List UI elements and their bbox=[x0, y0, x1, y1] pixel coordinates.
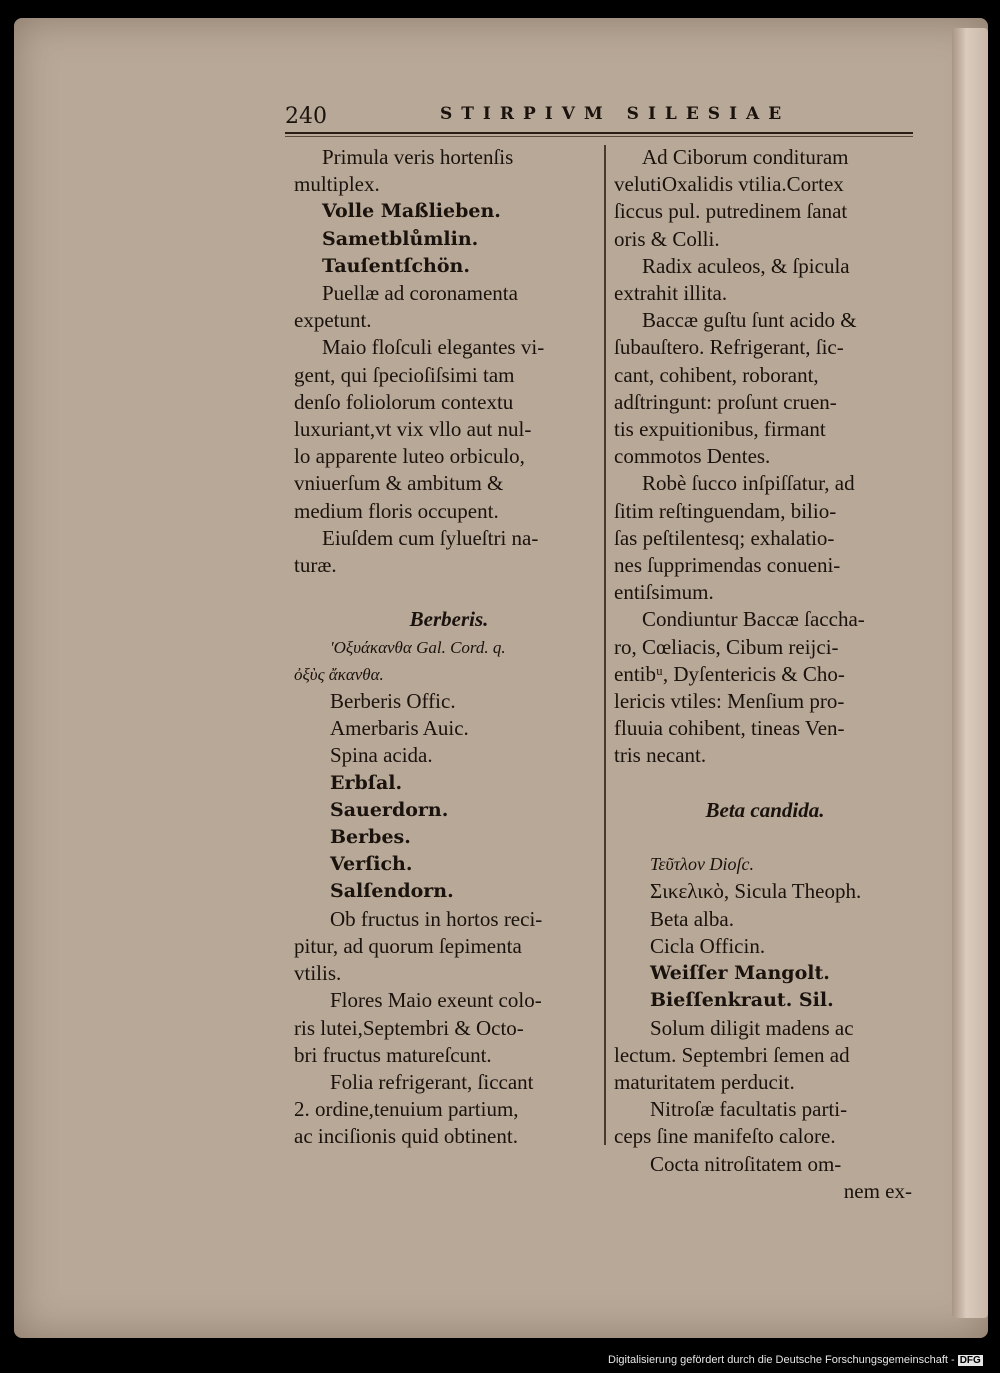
text-line: fluuia cohibent, tineas Ven- bbox=[614, 716, 845, 741]
right-column bbox=[614, 144, 916, 1205]
text-line: oris & Colli. bbox=[614, 226, 720, 251]
text-line: ſiccus pul. putredinem ſanat bbox=[614, 199, 848, 224]
text-line: Ad Ciborum condituram bbox=[642, 145, 849, 169]
footer-credit bbox=[608, 1354, 983, 1366]
text-line: Bieſſenkraut. Sil. bbox=[650, 989, 834, 1012]
text-line: cant, cohibent, roborant, bbox=[614, 362, 819, 387]
text-line: Flores Maio exeunt colo- bbox=[330, 988, 542, 1013]
text-line: lo apparente luteo orbiculo, bbox=[294, 444, 525, 469]
text-line: velutiOxalidis vtilia.Cortex bbox=[614, 172, 844, 197]
dfg-logo: DFG bbox=[959, 1355, 981, 1366]
footer-text: Digitalisierung gefördert durch die Deutsche Forschungsgemeinschaft - bbox=[608, 1354, 955, 1366]
text-line: Eiuſdem cum ſylueſtri na- bbox=[322, 525, 539, 550]
text-line: medium floris occupent. bbox=[294, 498, 499, 523]
text-line: Beta alba. bbox=[650, 906, 734, 931]
text-line: Spina acida. bbox=[330, 743, 433, 768]
text-line: gent, qui ſpecioſiſsimi tam bbox=[294, 362, 515, 387]
text-line: Cicla Officin. bbox=[650, 933, 766, 958]
running-title: STIRPIVM SILESIAE bbox=[440, 104, 791, 124]
text-line: Verſich. bbox=[330, 853, 413, 876]
text-line bbox=[614, 824, 916, 851]
text-line: Erbſal. bbox=[330, 771, 403, 794]
text-line: ſas peſtilentesq; exhalatio- bbox=[614, 525, 835, 550]
text-line: nes ſupprimendas conueni- bbox=[614, 553, 841, 578]
text-line: entiſsimum. bbox=[614, 580, 714, 605]
text-line: multiplex. bbox=[294, 172, 380, 197]
column-divider bbox=[604, 145, 606, 1145]
text-line: Condiuntur Baccæ ſaccha- bbox=[642, 607, 865, 632]
text-line: maturitatem perducit. bbox=[614, 1069, 795, 1094]
text-line: pitur, ad quorum ſepimenta bbox=[294, 933, 522, 958]
text-line: Baccæ guſtu ſunt acido & bbox=[642, 308, 857, 333]
text-line: Cocta nitroſitatem om- bbox=[650, 1151, 842, 1176]
text-line: tris necant. bbox=[614, 743, 707, 768]
page-header bbox=[285, 100, 925, 132]
text-line: Folia refrigerant, ſiccant bbox=[330, 1069, 534, 1094]
text-line: 2. ordine,tenuium partium, bbox=[294, 1097, 519, 1122]
text-line: extrahit illita. bbox=[614, 281, 728, 306]
text-line: lectum. Septembri ſemen ad bbox=[614, 1042, 850, 1067]
text-line: entibᵘ, Dyſentericis & Cho- bbox=[614, 661, 845, 686]
text-line: Volle Maßlieben. bbox=[322, 200, 501, 223]
text-line: turæ. bbox=[294, 553, 337, 578]
text-line: Tauſentſchön. bbox=[322, 254, 470, 277]
text-line: lericis vtiles: Menſium pro- bbox=[614, 689, 845, 714]
text-line: vtilis. bbox=[294, 961, 342, 986]
text-line: Weiſſer Mangolt. bbox=[650, 962, 830, 985]
text-line: adſtringunt: proſunt cruen- bbox=[614, 389, 837, 414]
page-edge bbox=[952, 28, 988, 1318]
text-line: bri fructus matureſcunt. bbox=[294, 1042, 492, 1067]
header-rule-thin bbox=[285, 136, 913, 137]
text-line: ὀξὺς ἄκανθα. bbox=[294, 664, 384, 684]
text-line: luxuriant,vt vix vllo aut nul- bbox=[294, 417, 532, 442]
text-line: Τεῦτλον Dioſc. bbox=[650, 854, 754, 875]
text-line: Solum diligit madens ac bbox=[650, 1015, 854, 1040]
text-line: Salſendorn. bbox=[330, 880, 454, 903]
section-heading: Beta candida. bbox=[705, 797, 825, 822]
text-line bbox=[294, 579, 604, 606]
text-line: Sauerdorn. bbox=[330, 798, 449, 821]
text-line: Berbes. bbox=[330, 826, 411, 849]
text-line: Amerbaris Auic. bbox=[330, 716, 469, 741]
text-line: ac inciſionis quid obtinent. bbox=[294, 1124, 518, 1149]
text-line: ceps ſine manifeſto calore. bbox=[614, 1124, 836, 1149]
text-line: Maio floſculi elegantes vi- bbox=[322, 335, 545, 360]
left-column bbox=[294, 144, 604, 1151]
text-line bbox=[614, 770, 916, 797]
text-line: Robè ſucco inſpiſſatur, ad bbox=[642, 471, 855, 496]
text-line: expetunt. bbox=[294, 308, 372, 333]
text-line: Puellæ ad coronamenta bbox=[322, 281, 518, 306]
text-line: Nitroſæ facultatis parti- bbox=[650, 1097, 848, 1122]
text-line: tis expuitionibus, firmant bbox=[614, 417, 826, 442]
text-line: nem ex- bbox=[843, 1178, 912, 1203]
text-line: Σικελικὸ, Sicula Theoph. bbox=[650, 879, 862, 904]
text-line: ris lutei,Septembri & Octo- bbox=[294, 1015, 524, 1040]
text-line: Sametblůmlin. bbox=[322, 227, 479, 250]
text-line: vniuerſum & ambitum & bbox=[294, 471, 504, 496]
text-line: ſitim reſtinguendam, bilio- bbox=[614, 498, 837, 523]
section-heading: Berberis. bbox=[409, 607, 489, 632]
text-line: Ob fructus in hortos reci- bbox=[330, 906, 543, 931]
page-number: 240 bbox=[285, 104, 327, 129]
text-line: commotos Dentes. bbox=[614, 444, 771, 469]
text-line: Radix aculeos, & ſpicula bbox=[642, 253, 850, 278]
text-line: ro, Cœliacis, Cibum reijci- bbox=[614, 634, 839, 659]
text-line: Berberis Offic. bbox=[330, 689, 456, 714]
text-line: Primula veris hortenſis bbox=[322, 145, 514, 169]
text-line: ſubauſtero. Refrigerant, ſic- bbox=[614, 335, 844, 360]
text-line: 'Οξυάκανθα Gal. Cord. q. bbox=[330, 637, 506, 657]
header-rule bbox=[285, 132, 913, 134]
text-line: denſo foliolorum contextu bbox=[294, 389, 514, 414]
